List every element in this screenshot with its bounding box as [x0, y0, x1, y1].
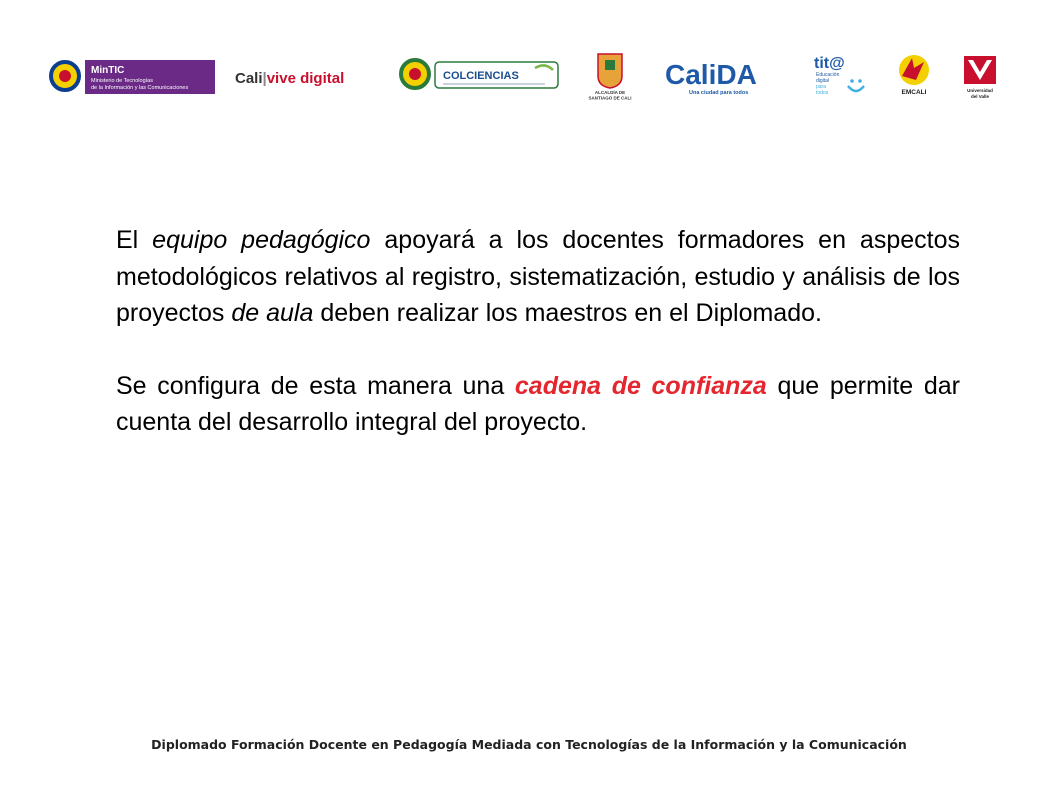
- p1-text-1: El: [116, 226, 153, 254]
- colciencias-text: COLCIENCIAS: [443, 70, 519, 82]
- p2-text-2: que permite dar cuenta del desarrollo integral del proyecto.: [116, 371, 960, 436]
- p1-italic-equipo: equipo pedagógico: [152, 226, 371, 254]
- tita-logo: [812, 52, 872, 102]
- tita-line-4: todos: [816, 90, 829, 96]
- p2-text-1: Se configura de esta manera una: [116, 371, 515, 400]
- p1-text-2: apoyará a los docentes formadores en aspectos metodológicos relativos al registro, sistematización, estudio y análisis de los proyectos: [116, 226, 960, 327]
- p1-text-3: deben realizar los maestros en el Diplomado.: [313, 299, 822, 327]
- mintic-line-1: Ministerio de Tecnologías: [91, 78, 153, 84]
- colciencias-logo: [395, 52, 560, 102]
- emcali-text: EMCALI: [901, 89, 927, 96]
- univalle-line-2: del Valle: [970, 94, 990, 99]
- vive-digital-text: vive digital: [266, 70, 345, 87]
- cali-text: Cali: [235, 70, 263, 87]
- paragraph-cadena-confianza: [116, 368, 960, 441]
- tita-text: tit@: [814, 55, 845, 72]
- alcaldia-line-1: ALCALDÍA DE: [594, 90, 626, 95]
- mintic-name: MinTIC: [91, 65, 125, 76]
- tita-line-2: digital: [816, 78, 830, 84]
- tita-line-1: Educación: [816, 72, 840, 78]
- logo-bar: [40, 52, 1020, 102]
- p1-italic-aula: de aula: [231, 299, 314, 327]
- p2-highlight-cadena: cadena de confianza: [514, 371, 767, 400]
- calida-logo: [665, 52, 785, 102]
- mintic-logo: [45, 52, 215, 102]
- univalle-logo: [960, 52, 1000, 102]
- paragraph-equipo-pedagogico: [116, 222, 960, 332]
- cali-vive-digital-logo: [235, 66, 375, 88]
- alcaldia-line-2: SANTIAGO DE CALI: [588, 95, 632, 101]
- univalle-line-1: Universidad: [967, 88, 993, 93]
- slide-body: [116, 222, 960, 441]
- tita-line-3: para: [816, 84, 827, 90]
- footer-title: Diplomado Formación Docente en Pedagogía Mediada con Tecnologías de la Información y la Comunicación: [151, 737, 907, 752]
- alcaldia-cali-logo: [585, 52, 635, 102]
- calida-text: CaliDA: [665, 59, 757, 90]
- emcali-logo: [892, 52, 937, 102]
- mintic-line-2: de la Información y las Comunicaciones: [91, 85, 189, 91]
- svg-text:Cali|vive digital: Cali|vive digital: [235, 70, 345, 87]
- calida-tagline: Una ciudad para todos: [689, 90, 749, 96]
